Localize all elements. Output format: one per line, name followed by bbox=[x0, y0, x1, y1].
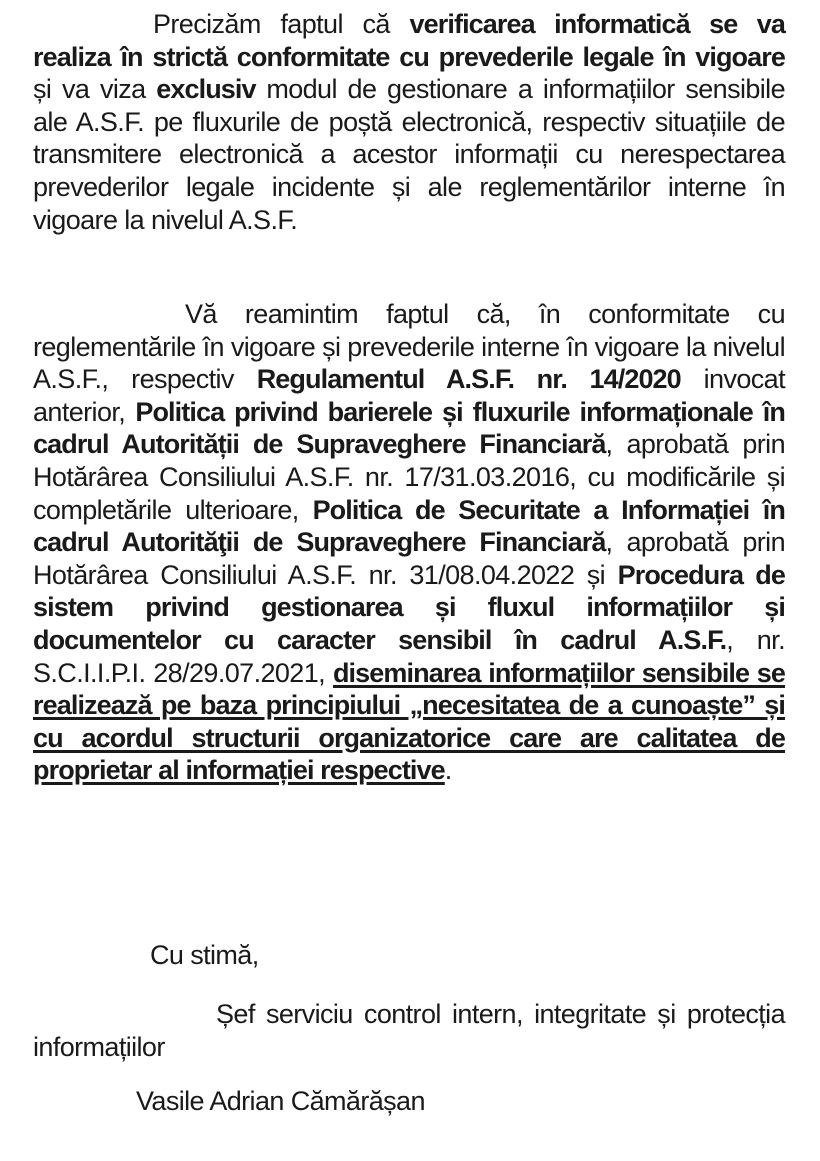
paragraph-text: , aprobată prin Hotărârea Consiliului A.S.F. nr. 17/31.03.2016, cu modificările și completările ulterioare, bbox=[33, 429, 785, 525]
bold-text: exclusiv bbox=[156, 74, 256, 105]
underlined-bold-text: diseminarea informațiilor sensibile se realizează pe baza principiului „necesitatea de a cunoaște” și cu acordul structurii organizatorice care are calitatea de proprietar al informației respective bbox=[33, 657, 786, 786]
bold-text: Politica privind barierele și fluxurile informaționale în cadrul Autorității de Supraveghere Financiară bbox=[33, 396, 785, 460]
paragraph-verification-scope bbox=[33, 8, 785, 236]
paragraph-regulations-reminder bbox=[33, 298, 785, 787]
paragraph-text: . bbox=[444, 755, 452, 786]
bold-text: Regulamentul A.S.F. nr. 14/2020 bbox=[256, 364, 681, 395]
paragraph-text: modul de gestionare a informațiilor sensibile ale A.S.F. pe fluxurile de poștă electronică, respectiv situațiile de transmitere electronică a acestor informații cu nerespectarea prevederilor legale incidente și ale reglementărilor interne în vigoare la nivelul A.S.F. bbox=[33, 74, 785, 235]
bold-text: verificarea informatică se va realiza în strictă conformitate cu prevederile legale în vigoare bbox=[33, 9, 785, 72]
closing-salutation: Cu stimă, bbox=[150, 940, 259, 970]
signature-title-text: Șef serviciu control intern, integritate și protecția informațiilor bbox=[33, 999, 785, 1062]
signature-title bbox=[33, 998, 785, 1064]
signature-name: Vasile Adrian Cămărășan bbox=[136, 1086, 425, 1116]
bold-text: Procedura de sistem privind gestionarea și fluxul informațiilor și documentelor cu caracter sensibil în cadrul A.S.F. bbox=[33, 559, 785, 655]
paragraph-text: , aprobată prin Hotărârea Consiliului A.S.F. nr. 31/08.04.2022 și bbox=[33, 527, 785, 590]
paragraph-text: Precizăm faptul că bbox=[153, 9, 410, 39]
paragraph-text: invocat anterior, bbox=[33, 364, 785, 427]
bold-text: Politica de Securitate a Informației în cadrul Autorităţii de Supraveghere Financiară bbox=[33, 494, 785, 558]
paragraph-text: Vă reamintim faptul că, în conformitate cu reglementările în vigoare și prevederile interne în vigoare la nivelul A.S.F., respectiv bbox=[33, 299, 785, 395]
paragraph-text: și va viza bbox=[33, 74, 157, 105]
paragraph-text: , nr. S.C.I.I.P.I. 28/29.07.2021, bbox=[33, 624, 785, 688]
